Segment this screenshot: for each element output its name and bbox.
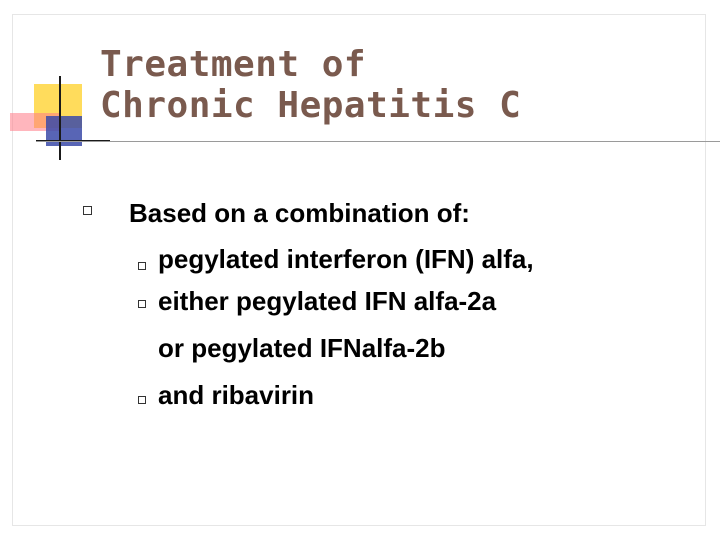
- sub-bullet-2-text: either pegylated IFN alfa-2a: [158, 286, 497, 316]
- bullet-main: [129, 198, 470, 228]
- sub-bullet-3-text: and ribavirin: [158, 380, 315, 410]
- bullet-main-text: Based on a combination of:: [129, 198, 470, 228]
- square-checkbox-icon: [138, 300, 146, 308]
- sub-bullet-1-text: pegylated interferon (IFN) alfa,: [158, 244, 534, 274]
- square-checkbox-icon: [138, 396, 146, 404]
- title-line-1: Treatment of: [100, 44, 367, 85]
- sub-bullet-2-continuation-text: or pegylated IFNalfa-2b: [158, 333, 446, 363]
- title-line-2: Chronic Hepatitis C: [100, 85, 522, 126]
- sub-bullet-2: [158, 286, 496, 316]
- square-checkbox-icon: [83, 206, 92, 215]
- sub-bullet-3: [158, 380, 314, 410]
- sub-bullet-1: [158, 244, 534, 274]
- sub-bullet-2-continuation: [158, 333, 446, 363]
- square-checkbox-icon: [138, 262, 146, 270]
